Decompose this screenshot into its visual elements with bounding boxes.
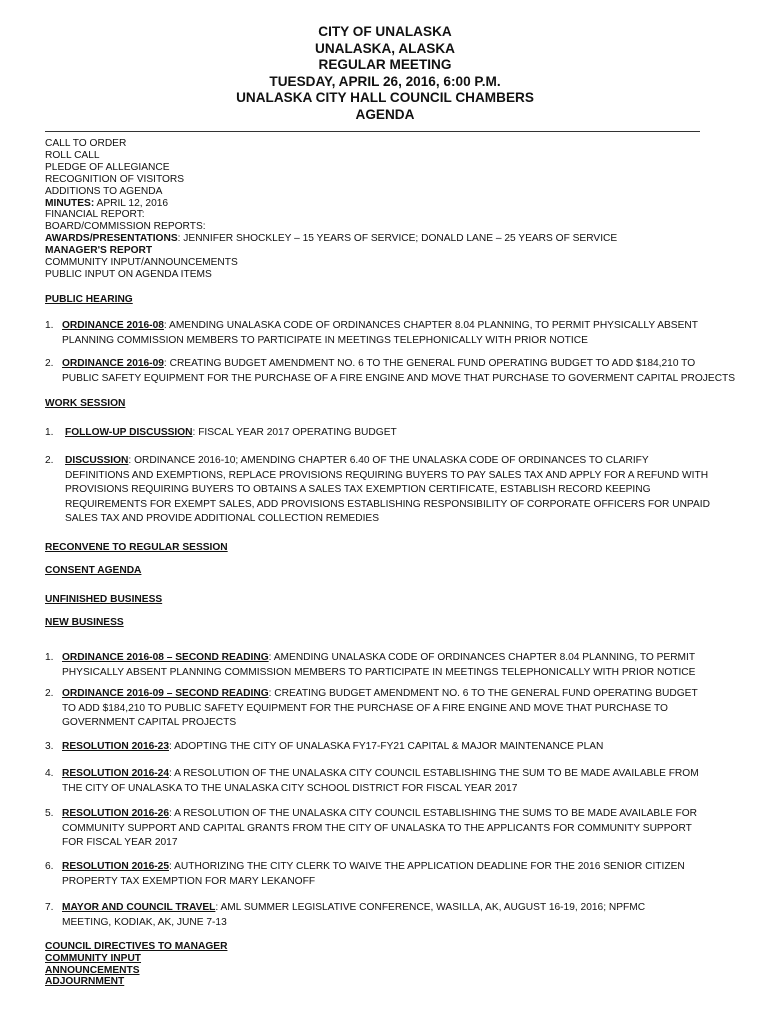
item-text: TO ADD $184,210 TO PUBLIC SAFETY EQUIPMENT FOR THE PURCHASE OF A FIRE ENGINE AND MOVE THAT PURCHASE TO bbox=[62, 702, 668, 714]
item-title: ORDINANCE 2016-09 bbox=[62, 358, 164, 369]
section-public-hearing: PUBLIC HEARING bbox=[45, 294, 133, 305]
item-body bbox=[62, 651, 752, 680]
header-venue: UNALASKA CITY HALL COUNCIL CHAMBERS bbox=[236, 90, 534, 106]
item-body bbox=[62, 740, 752, 755]
item-text: PLANNING COMMISSION MEMBERS TO PARTICIPATE IN MEETINGS TELEPHONICALLY WITH PRIOR NOTICE bbox=[62, 334, 588, 346]
item-number: 1. bbox=[45, 320, 54, 331]
item-title: ORDINANCE 2016-09 – SECOND READING bbox=[62, 688, 269, 699]
pledge: PLEDGE OF ALLEGIANCE bbox=[45, 161, 170, 173]
header-divider bbox=[45, 131, 700, 132]
header-city: CITY OF UNALASKA bbox=[318, 24, 452, 39]
header-date: TUESDAY, APRIL 26, 2016, 6:00 P.M. bbox=[269, 73, 501, 89]
item-number: 2. bbox=[45, 688, 54, 699]
item-text: COMMUNITY SUPPORT AND CAPITAL GRANTS FROM THE CITY OF UNALASKA TO THE APPLICANTS FOR COMMUNITY SUPPORT bbox=[62, 822, 692, 834]
section-unfinished-business: UNFINISHED BUSINESS bbox=[45, 594, 163, 605]
minutes-label: MINUTES: bbox=[45, 197, 95, 209]
adjournment: ADJOURNMENT bbox=[45, 976, 125, 988]
council-directives: COUNCIL DIRECTIVES TO MANAGER bbox=[45, 941, 228, 952]
public-input: PUBLIC INPUT ON AGENDA ITEMS bbox=[45, 268, 212, 280]
item-title: RESOLUTION 2016-23 bbox=[62, 741, 170, 752]
item-body bbox=[62, 687, 752, 731]
item-text: THE CITY OF UNALASKA TO THE UNALASKA CITY SCHOOL DISTRICT FOR FISCAL YEAR 2017 bbox=[62, 782, 518, 794]
item-number: 2. bbox=[45, 455, 54, 466]
item-title: ORDINANCE 2016-08 bbox=[62, 320, 164, 331]
item-text: PUBLIC SAFETY EQUIPMENT FOR THE PURCHASE OF A FIRE ENGINE AND MOVE THAT PURCHASE TO GOVERMENT CAPITAL PROJECTS bbox=[62, 372, 736, 384]
item-text: SALES TAX AND PROVIDE ADDITIONAL COLLECTION REMEDIES bbox=[65, 513, 380, 524]
item-text: : A RESOLUTION OF THE UNALASKA CITY COUNCIL ESTABLISHING THE SUMS TO BE MADE AVAILABLE FOR bbox=[169, 808, 698, 819]
section-consent-agenda: CONSENT AGENDA bbox=[45, 565, 142, 576]
item-text: : ORDINANCE 2016-10; AMENDING CHAPTER 6.40 OF THE UNALASKA CODE OF ORDINANCES TO CLARIFY bbox=[128, 455, 649, 466]
recognition-of-visitors: RECOGNITION OF VISITORS bbox=[45, 173, 185, 185]
awards-value: : JENNIFER SHOCKLEY – 15 YEARS OF SERVICE; DONALD LANE – 25 YEARS OF SERVICE bbox=[177, 233, 618, 245]
awards bbox=[45, 233, 617, 245]
manager-report: MANAGER'S REPORT bbox=[45, 245, 153, 257]
item-number: 4. bbox=[45, 768, 54, 779]
item-number: 7. bbox=[45, 902, 54, 913]
item-text: : AMENDING UNALASKA CODE OF ORDINANCES CHAPTER 8.04 PLANNING, TO PERMIT PHYSICALLY ABSENT bbox=[163, 320, 698, 331]
item-text: PROVISIONS REQUIRING BUYERS TO OBTAINS A SALES TAX EXEMPTION CERTIFICATE, ESTABLISH RECORD KEEPING bbox=[65, 484, 651, 495]
call-to-order: CALL TO ORDER bbox=[45, 138, 127, 149]
board-reports: BOARD/COMMISSION REPORTS: bbox=[45, 221, 206, 233]
item-text: PROPERTY TAX EXEMPTION FOR MARY LEKANOFF bbox=[62, 875, 316, 887]
item-text: : AUTHORIZING THE CITY CLERK TO WAIVE THE APPLICATION DEADLINE FOR THE 2016 SENIOR CITIZEN bbox=[169, 861, 685, 872]
section-work-session: WORK SESSION bbox=[45, 398, 126, 409]
header-agenda-title: AGENDA bbox=[355, 106, 415, 122]
item-body bbox=[62, 860, 752, 889]
agenda-header bbox=[0, 24, 770, 124]
item-title: RESOLUTION 2016-24 bbox=[62, 768, 170, 779]
roll-call: ROLL CALL bbox=[45, 149, 100, 161]
item-text: REQUIREMENTS FOR EXEMPT SALES, ADD PROVISIONS ESTABLISHING RESPONSIBILITY OF CORPORATE OFFICERS FOR UNPAID bbox=[65, 498, 710, 510]
item-body bbox=[62, 807, 752, 851]
item-body bbox=[62, 901, 752, 930]
minutes bbox=[45, 198, 617, 210]
item-text: : AMENDING UNALASKA CODE OF ORDINANCES CHAPTER 8.04 PLANNING, TO PERMIT bbox=[268, 652, 696, 663]
item-text: : CREATING BUDGET AMENDMENT NO. 6 TO THE GENERAL FUND OPERATING BUDGET TO ADD $184,210 TO bbox=[163, 358, 696, 369]
item-title: FOLLOW-UP DISCUSSION bbox=[65, 427, 193, 438]
item-text: DEFINITIONS AND EXEMPTIONS, REPLACE PROVISIONS REQUIRING BUYERS TO PAY SALES TAX AND APPLY FOR A REFUND WITH bbox=[65, 469, 709, 481]
additions-to-agenda: ADDITIONS TO AGENDA bbox=[45, 185, 163, 197]
item-title: ORDINANCE 2016-08 – SECOND READING bbox=[62, 652, 269, 663]
minutes-value: APRIL 12, 2016 bbox=[94, 197, 169, 209]
item-number: 3. bbox=[45, 741, 54, 752]
preliminary-items bbox=[45, 138, 617, 281]
item-text: MEETING, KODIAK, AK, JUNE 7-13 bbox=[62, 916, 227, 928]
item-title: RESOLUTION 2016-26 bbox=[62, 808, 170, 819]
financial-report: FINANCIAL REPORT: bbox=[45, 209, 145, 221]
item-text: : ADOPTING THE CITY OF UNALASKA FY17-FY21 CAPITAL & MAJOR MAINTENANCE PLAN bbox=[169, 741, 604, 752]
closing-items bbox=[45, 941, 227, 988]
item-title: MAYOR AND COUNCIL TRAVEL bbox=[62, 902, 216, 913]
section-new-business: NEW BUSINESS bbox=[45, 617, 124, 628]
item-title: RESOLUTION 2016-25 bbox=[62, 861, 170, 872]
item-body bbox=[62, 767, 752, 796]
item-body bbox=[65, 426, 755, 441]
item-text: GOVERNMENT CAPITAL PROJECTS bbox=[62, 717, 237, 728]
item-text: FOR FISCAL YEAR 2017 bbox=[62, 837, 178, 848]
header-location: UNALASKA, ALASKA bbox=[315, 40, 455, 56]
community-input: COMMUNITY INPUT bbox=[45, 952, 142, 964]
item-number: 2. bbox=[45, 358, 54, 369]
header-meeting-type: REGULAR MEETING bbox=[318, 57, 452, 73]
item-text: : CREATING BUDGET AMENDMENT NO. 6 TO THE GENERAL FUND OPERATING BUDGET bbox=[268, 688, 698, 699]
awards-label: AWARDS/PRESENTATIONS bbox=[45, 233, 178, 245]
item-number: 5. bbox=[45, 808, 54, 819]
item-number: 1. bbox=[45, 652, 54, 663]
item-text: : AML SUMMER LEGISLATIVE CONFERENCE, WASILLA, AK, AUGUST 16-19, 2016; NPFMC bbox=[215, 902, 646, 913]
item-body bbox=[65, 454, 755, 527]
announcements: ANNOUNCEMENTS bbox=[45, 964, 140, 976]
item-text: PHYSICALLY ABSENT PLANNING COMMISSION MEMBERS TO PARTICIPATE IN MEETINGS TELEPHONICALLY WITH PRIOR NOTICE bbox=[62, 666, 696, 678]
item-number: 1. bbox=[45, 427, 54, 438]
item-number: 6. bbox=[45, 861, 54, 872]
item-body bbox=[62, 357, 752, 386]
community-announcements: COMMUNITY INPUT/ANNOUNCEMENTS bbox=[45, 257, 238, 269]
item-body bbox=[62, 319, 752, 348]
item-text: : FISCAL YEAR 2017 OPERATING BUDGET bbox=[192, 427, 397, 438]
item-text: : A RESOLUTION OF THE UNALASKA CITY COUNCIL ESTABLISHING THE SUM TO BE MADE AVAILABLE FROM bbox=[169, 768, 699, 779]
section-reconvene: RECONVENE TO REGULAR SESSION bbox=[45, 542, 228, 553]
item-title: DISCUSSION bbox=[65, 455, 129, 466]
